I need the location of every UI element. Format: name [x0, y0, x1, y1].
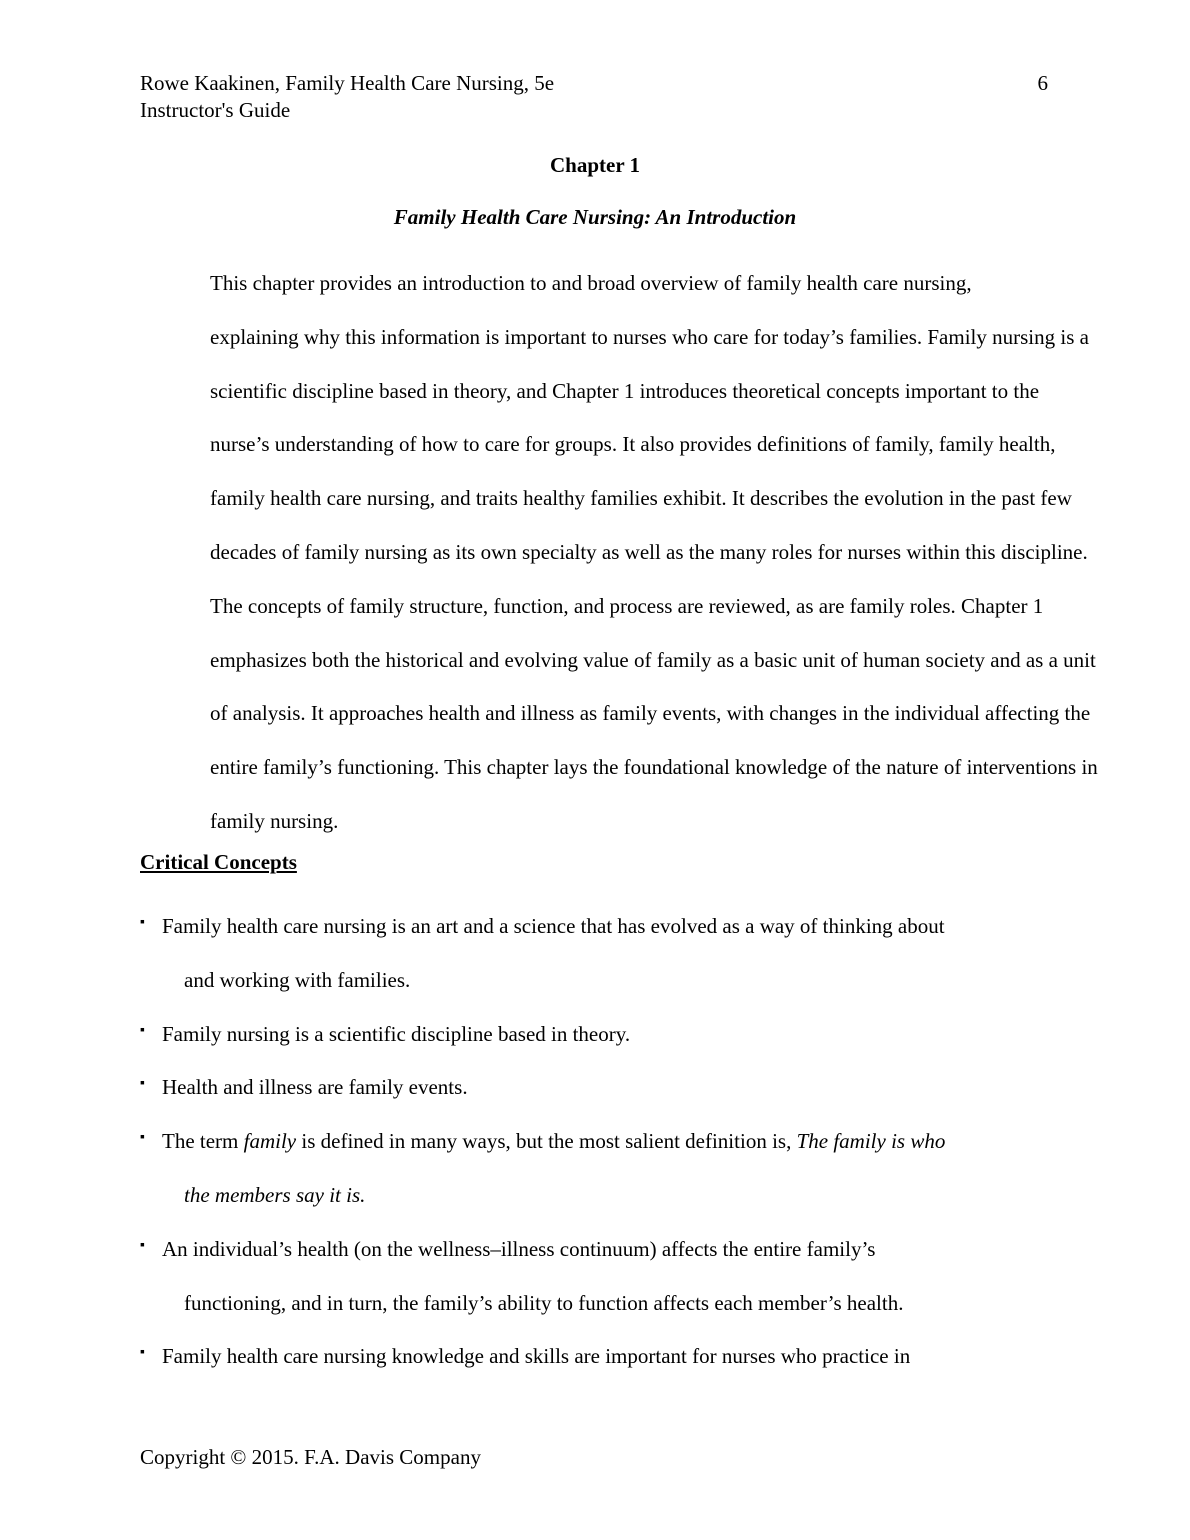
intro-line: of analysis. It approaches health and illness as family events, with changes in the individual affecting the — [210, 701, 1091, 726]
defined-term: family — [243, 1129, 297, 1154]
concept-text-continued: and working with families. — [184, 967, 411, 992]
concept-text-prefix: The term — [162, 1129, 244, 1154]
critical-concepts-list — [140, 900, 1100, 1384]
intro-line: The concepts of family structure, function, and process are reviewed, as are family roles. Chapter 1 — [210, 593, 1044, 618]
intro-line: explaining why this information is important to nurses who care for today’s families. Family nursing is a — [210, 324, 1089, 349]
bullet-icon: ▪ — [140, 1237, 145, 1253]
list-item — [140, 1008, 1100, 1062]
list-item — [140, 1061, 1100, 1115]
concept-text: Family health care nursing knowledge and skills are important for nurses who practice in — [162, 1344, 911, 1369]
bullet-icon: ▪ — [140, 915, 145, 930]
header-top-line — [140, 70, 1050, 97]
intro-line: family nursing. — [210, 808, 339, 833]
concept-text: Family health care nursing is an art and a science that has evolved as a way of thinking about — [162, 914, 945, 938]
intro-line: family health care nursing, and traits healthy families exhibit. It describes the evolution in the past few — [210, 486, 1072, 511]
critical-concepts-heading: Critical Concepts — [140, 850, 297, 874]
chapter-subtitle: Family Health Care Nursing: An Introduction — [393, 205, 797, 229]
bullet-icon: ▪ — [140, 1022, 145, 1038]
list-item — [140, 1330, 1100, 1384]
definition-quote-continued: the members say it is. — [184, 1182, 366, 1207]
intro-line: entire family’s functioning. This chapter lays the foundational knowledge of the nature of interventions in — [210, 755, 1098, 780]
bullet-icon: ▪ — [140, 1130, 145, 1146]
bullet-icon: ▪ — [140, 1076, 145, 1092]
bullet-icon: ▪ — [140, 1345, 145, 1361]
concept-text-continued: functioning, and in turn, the family’s ability to function affects each member’s health. — [184, 1290, 904, 1315]
concept-text: An individual’s health (on the wellness–illness continuum) affects the entire family’s — [162, 1236, 876, 1261]
page-number: 6 — [1037, 71, 1048, 95]
intro-line: This chapter provides an introduction to and broad overview of family health care nursing, — [210, 271, 972, 295]
guide-label: Instructor's Guide — [140, 98, 291, 122]
copyright-footer: Copyright © 2015. F.A. Davis Company — [140, 1445, 481, 1469]
intro-paragraph — [140, 257, 1130, 849]
concept-text: Health and illness are family events. — [162, 1075, 468, 1100]
concept-text: Family nursing is a scientific discipline based in theory. — [162, 1021, 631, 1046]
chapter-title: Chapter 1 — [549, 153, 641, 177]
intro-line: decades of family nursing as its own specialty as well as the many roles for nurses within this discipline. — [210, 539, 1088, 564]
running-header — [140, 70, 1050, 124]
definition-quote: The family is who — [796, 1129, 946, 1154]
intro-line: nurse’s understanding of how to care for groups. It also provides definitions of family, family health, — [210, 432, 1056, 457]
list-item — [140, 1115, 1100, 1223]
list-item — [140, 1223, 1100, 1331]
intro-line: scientific discipline based in theory, and Chapter 1 introduces theoretical concepts important to the — [210, 378, 1040, 403]
book-title: Rowe Kaakinen, Family Health Care Nursing, 5e — [140, 71, 555, 95]
list-item — [140, 900, 1100, 1008]
intro-line: emphasizes both the historical and evolving value of family as a basic unit of human society and as a unit — [210, 647, 1096, 672]
concept-text-middle: is defined in many ways, but the most salient definition is, — [296, 1129, 797, 1154]
